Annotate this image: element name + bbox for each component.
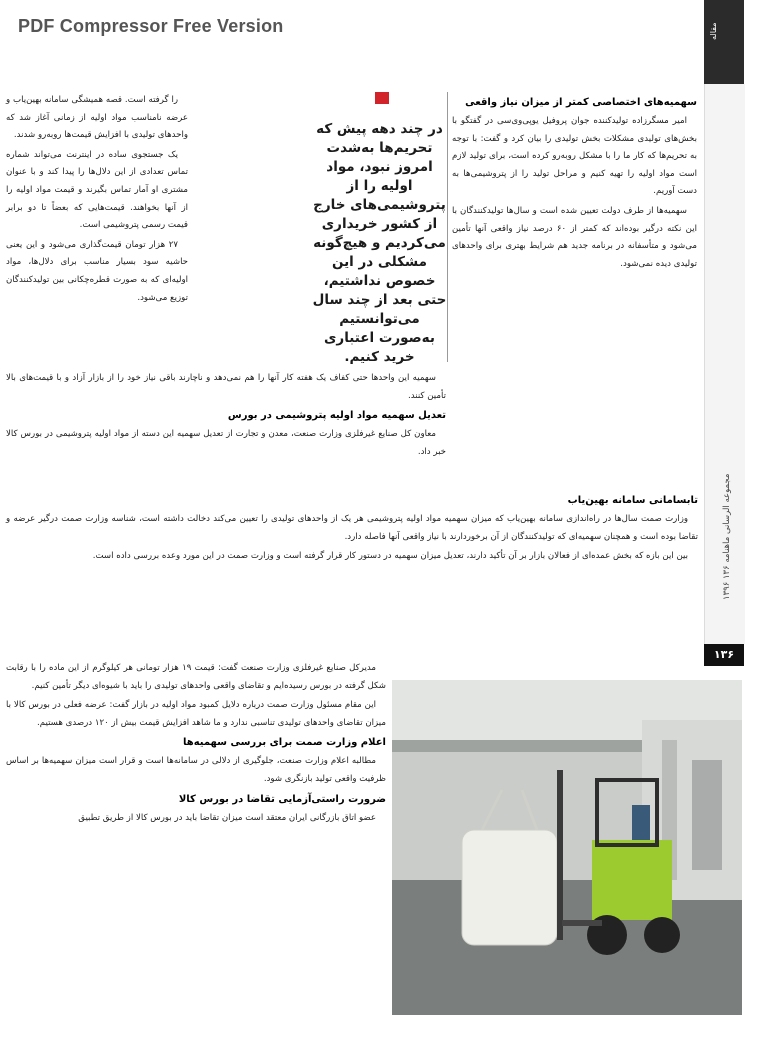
section-tab-label: مقاله: [709, 22, 718, 40]
column-divider: [447, 92, 448, 362]
paragraph: سهمیه‌ها از طرف دولت تعیین شده است و سال‌ها تولیدکنندگان با این نکته درگیر بوده‌اند که کمتر از ۶۰ درصد نیاز واقعی آنها تأمین می‌شود و متأسفانه در برنامه جدید هم شرایط بهتری برای واحدهای تولیدی دیده نمی‌شود.: [452, 205, 697, 269]
paragraph: عضو اتاق بازرگانی ایران معتقد است میزان تقاضا باید در بورس کالا از طریق تطبیق: [78, 812, 376, 823]
heading-quota: سهمیه‌های اختصاصی کمتر از میزان نیاز واقعی: [465, 97, 697, 108]
warehouse-forklift-photo: [392, 680, 742, 1015]
heading-verification: ضرورت راستی‌آزمایی تقاضا در بورس کالا: [178, 793, 386, 805]
section-bottom: [6, 660, 386, 960]
magazine-issue-vertical: مجموعه الرسانی‌ ماهنامه ۱۳۶ ۱۳۹۶: [722, 473, 732, 600]
paragraph: وزارت صمت سال‌ها در راه‌اندازی سامانه بهین‌یاب که میزان سهمیه مواد اولیه پتروشیمی هر یک از واحدهای تولیدی را تعیین می‌کند دخالت داشته است، شناسه وزارت صمت درگیر عرضه و تقاضا بوده است و همچنان سهمیه‌ای که تولیدکنندگان از آن برخوردارند با نیاز واقعی آنها فاصله دارد.: [6, 514, 698, 542]
photo-illustration: [392, 680, 742, 1015]
paragraph: را گرفته است. قصه همیشگی سامانه بهین‌یاب و عرضه نامناسب مواد اولیه از زمانی آغاز شد که واحدهای تولیدی با افزایش قیمت‌ها روبه‌رو شدند.: [6, 95, 188, 141]
section-behinyab: [6, 490, 698, 660]
paragraph: معاون کل صنایع غیرفلزی وزارت صنعت، معدن و تجارت از تعدیل سهمیه این دسته از مواد اولیه پتروشیمی در بورس کالا خبر داد.: [6, 429, 446, 457]
heading-behinyab: تابسامانی سامانه بهین‌یاب: [567, 495, 698, 506]
quote-mark: [375, 92, 389, 104]
paragraph: این مقام مسئول وزارت صمت درباره دلایل کمبود مواد اولیه در بازار گفت: عرضه فعلی در بورس کالا با میزان تقاضای واحدهای تولیدی تناسبی ندارد و ما شاهد افزایش قیمت بیش از ۱۲۰ درصدی هستیم.: [6, 700, 386, 728]
heading-adjust: تعدیل سهمیه مواد اولیه پتروشیمی در بورس: [227, 410, 446, 422]
paragraph: مدیرکل صنایع غیرفلزی وزارت صنعت گفت: قیمت ۱۹ هزار تومانی هر کیلوگرم از این ماده را با رقابت شکل گرفته در بورس رسیده‌ایم و تقاضای واقعی واحدهای تولیدی را باید با شیوه‌ای دیگر تأمین کنیم.: [6, 663, 386, 691]
heading-ministry: اعلام وزارت صمت برای بررسی سهمیه‌ها: [183, 737, 386, 749]
paragraph: یک جستجوی ساده در اینترنت می‌تواند شماره تماس تعدادی از این دلال‌ها را پیدا کند و با عنوان مشتری او آمار تماس بگیرند و قیمت مواد اولیه را از آنها بخواهند. قیمت‌هایی که بعضاً تا دو برابر قیمت رسمی پتروشیمی است.: [6, 149, 188, 231]
paragraph: مطالبه اعلام وزارت صنعت، جلوگیری از دلالی در سامانه‌ها است و قرار است میزان سهمیه‌ها بر اساس ظرفیت واقعی تولید بازنگری شود.: [6, 756, 386, 784]
paragraph: امیر مسگرزاده تولیدکننده جوان پروفیل یوپی‌وی‌سی در گفتگو با بخش‌های تولیدی مشکلات بخش تولیدی را بیان کرد و گفت: با توجه به تحریم‌ها که کار ما را با مشکل روبه‌رو کرده است، برای تولید لازم است مواد اولیه را تهیه کنیم و مراحل تولید را از پتروشیمی‌ها به دست آوریم.: [452, 116, 697, 197]
paragraph: ۲۷ هزار تومان قیمت‌گذاری می‌شود و این یعنی حاشیه سود بسیار مناسب برای دلال‌ها، مواد اولیه‌ای که به صورت قطره‌چکانی بین تولیدکنندگان توزیع می‌شود.: [6, 239, 188, 303]
page-number: ۱۳۶: [704, 644, 744, 666]
pdf-watermark: PDF Compressor Free Version: [18, 16, 284, 36]
section-tab: [704, 0, 744, 84]
section-quota-adjust: [6, 370, 446, 490]
pull-quote: در چند دهه پیش که تحریم‌ها به‌شدت امروز نبود، مواد اولیه را از پتروشیمی‌های خارج از کشور خریداری می‌کردیم و هیچ‌گونه مشکلی در این خصوص نداشتیم، حتی بعد از چند سال می‌توانستیم به‌صورت اعتباری خرید کنیم.: [312, 121, 447, 365]
paragraph: بین این بازه که بخش عمده‌ای از فعالان بازار بر آن تأکید دارند، تعدیل میزان سهمیه در دستور کار قرار گرفته است و وزارت صمت در این مورد وعده بررسی داده است.: [92, 551, 688, 562]
paragraph: سهمیه این واحدها حتی کفاف یک هفته کار آنها را هم نمی‌دهد و ناچارند باقی نیاز خود را از بازار آزاد و با قیمت‌های بالا تأمین کنند.: [6, 373, 446, 401]
column-right: [452, 92, 697, 487]
column-left: [6, 92, 188, 402]
